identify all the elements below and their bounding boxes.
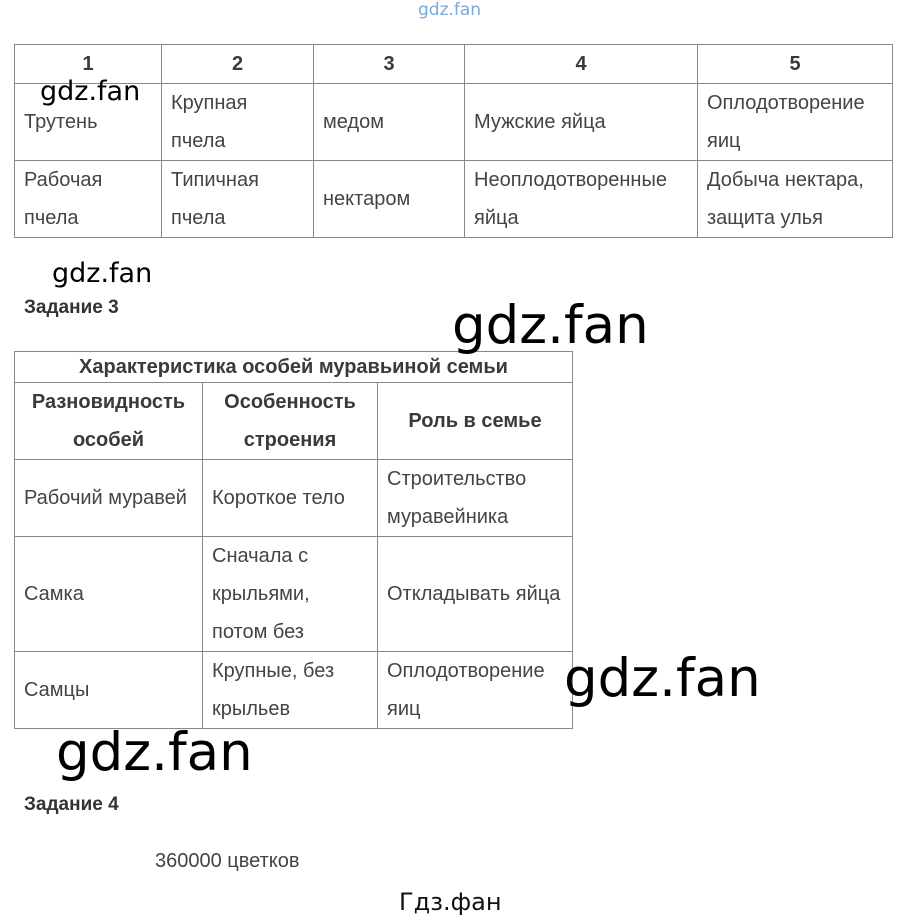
task-4-answer: 360000 цветков <box>155 850 300 872</box>
table-title: Характеристика особей муравьиной семьи <box>15 352 573 383</box>
table-cell: Трутень <box>15 84 162 161</box>
table-cell: Самцы <box>15 652 203 729</box>
table-cell: Строительство муравейника <box>378 460 573 537</box>
table-cell: Крупная пчела <box>162 84 314 161</box>
column-header: 1 <box>15 45 162 84</box>
table-row <box>15 84 893 161</box>
table-cell: Мужские яйца <box>465 84 698 161</box>
table-cell: нектаром <box>314 161 465 238</box>
table-cell: Рабочий муравей <box>15 460 203 537</box>
footer-watermark: Гдз.фан <box>399 888 502 916</box>
column-header: 2 <box>162 45 314 84</box>
column-header: Роль в семье <box>378 383 573 460</box>
table-cell: Крупные, без крыльев <box>203 652 378 729</box>
table-cell: Рабочая пчела <box>15 161 162 238</box>
task-4-heading: Задание 4 <box>24 794 119 815</box>
table-row <box>15 161 893 238</box>
watermark: gdz.fan <box>564 648 761 709</box>
table-header-row <box>15 383 573 460</box>
bee-table <box>14 44 893 238</box>
column-header: 3 <box>314 45 465 84</box>
table-cell: Самка <box>15 537 203 652</box>
table-cell: Откладывать яйца <box>378 537 573 652</box>
column-header: 5 <box>698 45 893 84</box>
table-cell: Неоплодотворенные яйца <box>465 161 698 238</box>
watermark-top: gdz.fan <box>418 0 482 20</box>
column-header: 4 <box>465 45 698 84</box>
table-row <box>15 537 573 652</box>
table-cell: Оплодотворение яиц <box>698 84 893 161</box>
column-header: Особенность строения <box>203 383 378 460</box>
table-cell: Оплодотворение яиц <box>378 652 573 729</box>
table-cell: Короткое тело <box>203 460 378 537</box>
table-cell: медом <box>314 84 465 161</box>
table-row <box>15 652 573 729</box>
task-3-heading: Задание 3 <box>24 297 119 318</box>
table-cell: Добыча нектара, защита улья <box>698 161 893 238</box>
table-header-row <box>15 45 893 84</box>
watermark: gdz.fan <box>56 722 253 783</box>
table-title-row <box>15 352 573 383</box>
watermark: gdz.fan <box>52 258 153 289</box>
watermark: gdz.fan <box>452 295 649 356</box>
table-row <box>15 460 573 537</box>
table-cell: Сначала с крыльями, потом без <box>203 537 378 652</box>
column-header: Разновидность особей <box>15 383 203 460</box>
table-cell: Типичная пчела <box>162 161 314 238</box>
ant-family-table <box>14 351 573 729</box>
watermark: gdz.fan <box>40 76 141 107</box>
